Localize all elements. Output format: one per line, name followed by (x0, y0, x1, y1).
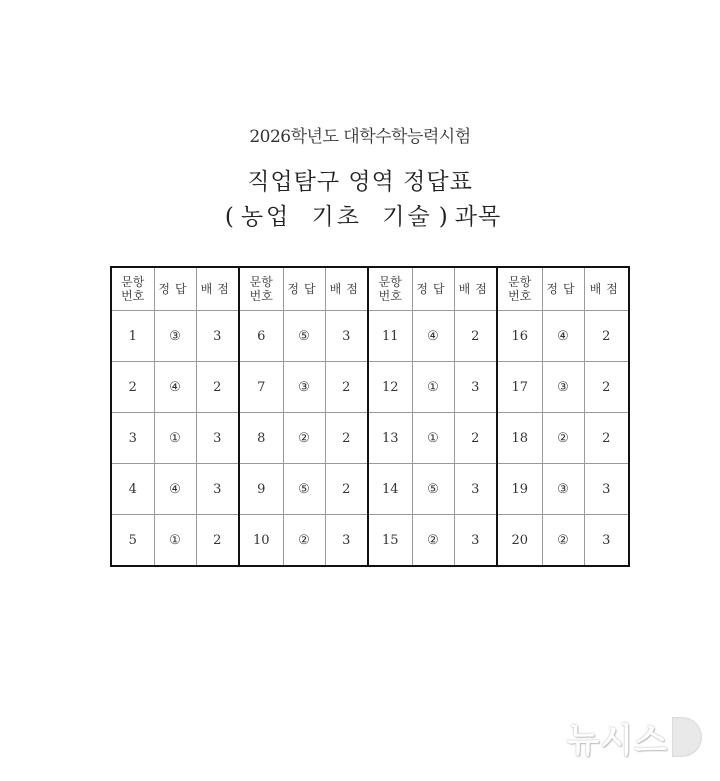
answer-cell: ④ (542, 311, 584, 362)
answer-cell: ④ (154, 362, 196, 413)
points-cell: 3 (584, 515, 629, 567)
answer-cell: ③ (542, 464, 584, 515)
points-cell: 2 (325, 413, 368, 464)
points-cell: 2 (584, 362, 629, 413)
question-number-cell: 10 (239, 515, 283, 567)
question-number-cell: 2 (111, 362, 154, 413)
points-cell: 2 (196, 362, 239, 413)
subject-name: 농업 기초 기술 (240, 204, 433, 230)
points-cell: 3 (196, 464, 239, 515)
answer-cell: ② (283, 413, 325, 464)
question-number-header-line2: 번호 (378, 289, 402, 303)
subject-suffix: 과목 (454, 204, 502, 230)
question-number-cell: 20 (497, 515, 542, 567)
table-header-row (111, 267, 629, 311)
points-cell: 2 (325, 464, 368, 515)
points-cell: 3 (196, 413, 239, 464)
question-number-cell: 3 (111, 413, 154, 464)
points-cell: 3 (325, 515, 368, 567)
question-number-cell: 17 (497, 362, 542, 413)
question-number-header (239, 267, 283, 311)
question-number-cell: 11 (368, 311, 412, 362)
question-number-header (111, 267, 154, 311)
question-number-header (368, 267, 412, 311)
question-number-cell: 12 (368, 362, 412, 413)
question-number-cell: 7 (239, 362, 283, 413)
question-number-cell: 1 (111, 311, 154, 362)
watermark-logo-text: 뉴시스 (566, 720, 668, 761)
points-cell: 3 (325, 311, 368, 362)
question-number-cell: 19 (497, 464, 542, 515)
table-row (111, 464, 629, 515)
answer-cell: ① (412, 362, 454, 413)
points-cell: 3 (454, 362, 497, 413)
question-number-cell: 4 (111, 464, 154, 515)
answer-cell: ② (542, 515, 584, 567)
answer-header: 정답 (283, 267, 325, 311)
answer-cell: ② (283, 515, 325, 567)
table-row (111, 311, 629, 362)
newsis-watermark (566, 715, 702, 759)
question-number-header-line1: 문항 (249, 275, 273, 289)
points-cell: 2 (584, 311, 629, 362)
subject-close-paren: ) (438, 204, 449, 230)
answer-cell: ③ (154, 311, 196, 362)
answer-cell: ① (412, 413, 454, 464)
answer-key-title: 직업탐구 영역 정답표 (247, 169, 473, 195)
answer-cell: ⑤ (283, 464, 325, 515)
points-cell: 2 (325, 362, 368, 413)
question-number-header-line2: 번호 (121, 289, 145, 303)
answer-cell: ① (154, 413, 196, 464)
question-number-header-line1: 문항 (508, 275, 532, 289)
question-number-cell: 6 (239, 311, 283, 362)
answer-cell: ② (412, 515, 454, 567)
points-header: 배점 (196, 267, 239, 311)
answer-cell: ③ (542, 362, 584, 413)
question-number-cell: 16 (497, 311, 542, 362)
question-number-header (497, 267, 542, 311)
answer-cell: ③ (283, 362, 325, 413)
points-header: 배점 (325, 267, 368, 311)
table-row (111, 413, 629, 464)
question-number-header-line2: 번호 (249, 289, 273, 303)
subject-line (0, 198, 720, 231)
points-header: 배점 (584, 267, 629, 311)
subject-open-paren: ( (224, 204, 235, 230)
table-row (111, 515, 629, 567)
points-cell: 3 (454, 515, 497, 567)
points-cell: 3 (196, 311, 239, 362)
points-header: 배점 (454, 267, 497, 311)
answer-key-table (110, 266, 630, 567)
question-number-cell: 5 (111, 515, 154, 567)
points-cell: 3 (454, 464, 497, 515)
exam-year-title: 2026학년도 대학수학능력시험 (249, 127, 471, 147)
question-number-cell: 9 (239, 464, 283, 515)
watermark-logo-mark (672, 717, 702, 757)
question-number-header-line2: 번호 (508, 289, 532, 303)
question-number-cell: 8 (239, 413, 283, 464)
table-row (111, 362, 629, 413)
answer-cell: ② (542, 413, 584, 464)
question-number-header-line1: 문항 (378, 275, 402, 289)
question-number-header-line1: 문항 (121, 275, 145, 289)
points-cell: 2 (454, 413, 497, 464)
answer-cell: ④ (154, 464, 196, 515)
answer-header: 정답 (542, 267, 584, 311)
answer-cell: ⑤ (412, 464, 454, 515)
points-cell: 3 (584, 464, 629, 515)
table-body (111, 311, 629, 567)
question-number-cell: 13 (368, 413, 412, 464)
answer-cell: ① (154, 515, 196, 567)
question-number-cell: 14 (368, 464, 412, 515)
points-cell: 2 (196, 515, 239, 567)
points-cell: 2 (584, 413, 629, 464)
answer-cell: ④ (412, 311, 454, 362)
answer-header: 정답 (154, 267, 196, 311)
question-number-cell: 15 (368, 515, 412, 567)
answer-header: 정답 (412, 267, 454, 311)
answer-cell: ⑤ (283, 311, 325, 362)
points-cell: 2 (454, 311, 497, 362)
question-number-cell: 18 (497, 413, 542, 464)
